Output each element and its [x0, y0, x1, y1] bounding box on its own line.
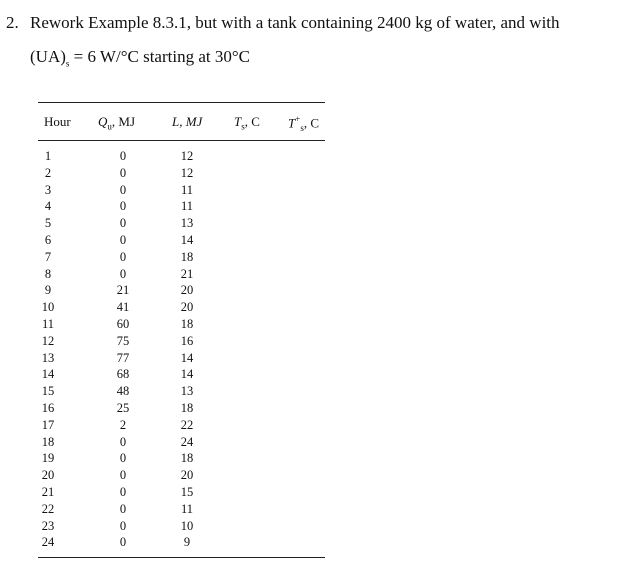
- cell-qu: 0: [119, 266, 127, 281]
- l-label: L, MJ: [172, 114, 203, 129]
- table-bottom-rule: [38, 557, 325, 558]
- ua-subscript: s: [65, 58, 70, 69]
- cell-hour: 3: [44, 182, 52, 197]
- cell-hour: 13: [41, 350, 55, 365]
- qu-symbol: Q: [98, 114, 108, 129]
- cell-hour: 19: [41, 451, 55, 466]
- table-row: [38, 198, 325, 215]
- cell-hour: 16: [41, 400, 55, 415]
- cell-hour: 18: [41, 434, 55, 449]
- table-row: [38, 249, 325, 266]
- cell-qu: 0: [119, 501, 127, 516]
- qu-unit: , MJ: [111, 114, 136, 129]
- cell-qu: 77: [116, 350, 130, 365]
- ts-plus-subscript: s: [300, 122, 304, 133]
- problem-statement: [6, 6, 618, 80]
- cell-hour: 2: [44, 165, 52, 180]
- cell-qu: 60: [116, 316, 130, 331]
- cell-hour: 8: [44, 266, 52, 281]
- cell-qu: 0: [119, 149, 127, 163]
- cell-qu: 0: [119, 249, 127, 264]
- cell-l: 14: [180, 232, 194, 247]
- cell-l: 9: [183, 535, 191, 550]
- table-row: [38, 182, 325, 199]
- cell-l: 18: [180, 316, 194, 331]
- cell-l: 18: [180, 249, 194, 264]
- cell-l: 14: [180, 367, 194, 382]
- cell-l: 11: [180, 182, 194, 197]
- cell-qu: 25: [116, 400, 130, 415]
- table-row: [38, 534, 325, 551]
- ts-symbol: T: [234, 114, 242, 129]
- table-row: [38, 400, 325, 417]
- cell-l: 13: [180, 216, 194, 231]
- cell-qu: 2: [119, 417, 127, 432]
- cell-l: 20: [180, 468, 194, 483]
- cell-l: 22: [180, 417, 194, 432]
- table-row: [38, 484, 325, 501]
- cell-hour: 5: [44, 216, 52, 231]
- cell-hour: 17: [41, 417, 55, 432]
- cell-qu: 0: [119, 216, 127, 231]
- problem-text-line-1: Rework Example 8.3.1, but with a tank containing 2400 kg of water, and with: [30, 13, 560, 32]
- cell-hour: 14: [41, 367, 55, 382]
- header-qu: [98, 114, 135, 132]
- cell-hour: 7: [44, 249, 52, 264]
- problem-number: 2.: [6, 13, 19, 32]
- table-row: [38, 434, 325, 451]
- table-row: [38, 148, 325, 165]
- cell-qu: 0: [119, 518, 127, 533]
- table-row: [38, 215, 325, 232]
- cell-hour: 6: [44, 232, 52, 247]
- table-row: [38, 316, 325, 333]
- cell-hour: 11: [41, 316, 55, 331]
- cell-qu: 0: [119, 468, 127, 483]
- cell-qu: 0: [119, 232, 127, 247]
- header-l: [172, 114, 202, 130]
- ts-plus-unit: , C: [303, 115, 319, 131]
- ts-plus-superscript: +: [295, 114, 301, 124]
- cell-qu: 68: [116, 367, 130, 382]
- cell-hour: 12: [41, 333, 55, 348]
- header-ts-plus: [288, 114, 319, 133]
- cell-hour: 23: [41, 518, 55, 533]
- qu-subscript: u: [107, 121, 112, 132]
- table-row: [38, 266, 325, 283]
- cell-hour: 24: [41, 535, 55, 550]
- cell-l: 20: [180, 300, 194, 315]
- table-row: [38, 366, 325, 383]
- cell-qu: 0: [119, 199, 127, 214]
- cell-l: 11: [180, 199, 194, 214]
- cell-hour: 22: [41, 501, 55, 516]
- table-body: [38, 148, 325, 551]
- cell-l: 21: [180, 266, 194, 281]
- cell-hour: 1: [44, 149, 52, 163]
- cell-qu: 21: [116, 283, 130, 298]
- cell-qu: 75: [116, 333, 130, 348]
- cell-l: 12: [180, 149, 194, 163]
- problem-text-line-2: = 6 W/°C starting at 30°C: [69, 47, 250, 66]
- table-row: [38, 232, 325, 249]
- table-row: [38, 350, 325, 367]
- cell-l: 18: [180, 400, 194, 415]
- cell-qu: 0: [119, 165, 127, 180]
- header-hour: Hour: [44, 114, 71, 129]
- ts-plus-symbol: T: [288, 115, 296, 131]
- table-row: [38, 299, 325, 316]
- table-row: [38, 282, 325, 299]
- cell-hour: 9: [44, 283, 52, 298]
- problem-line-2: [6, 40, 618, 80]
- cell-l: 13: [180, 384, 194, 399]
- header-ts: [234, 114, 260, 132]
- data-table: [38, 102, 325, 558]
- cell-qu: 0: [119, 182, 127, 197]
- table-row: [38, 165, 325, 182]
- cell-l: 24: [180, 434, 194, 449]
- cell-l: 10: [180, 518, 194, 533]
- cell-hour: 21: [41, 484, 55, 499]
- cell-qu: 0: [119, 535, 127, 550]
- cell-qu: 0: [119, 451, 127, 466]
- cell-l: 12: [180, 165, 194, 180]
- table-row: [38, 383, 325, 400]
- cell-l: 18: [180, 451, 194, 466]
- cell-hour: 20: [41, 468, 55, 483]
- cell-l: 16: [180, 333, 194, 348]
- cell-hour: 4: [44, 199, 52, 214]
- table-header: [38, 103, 325, 139]
- cell-qu: 0: [119, 434, 127, 449]
- table-row: [38, 450, 325, 467]
- cell-qu: 48: [116, 384, 130, 399]
- table-header-rule: [38, 140, 325, 141]
- problem-line-1: [6, 6, 618, 40]
- ts-unit: , C: [244, 114, 260, 129]
- cell-l: 11: [180, 501, 194, 516]
- cell-hour: 10: [41, 300, 55, 315]
- cell-hour: 15: [41, 384, 55, 399]
- cell-l: 20: [180, 283, 194, 298]
- table-row: [38, 333, 325, 350]
- ts-subscript: s: [241, 121, 245, 132]
- table-row: [38, 417, 325, 434]
- cell-l: 14: [180, 350, 194, 365]
- table-row: [38, 501, 325, 518]
- cell-qu: 41: [116, 300, 130, 315]
- ua-label: (UA): [30, 47, 66, 66]
- cell-l: 15: [180, 484, 194, 499]
- cell-qu: 0: [119, 484, 127, 499]
- table-row: [38, 518, 325, 535]
- table-row: [38, 467, 325, 484]
